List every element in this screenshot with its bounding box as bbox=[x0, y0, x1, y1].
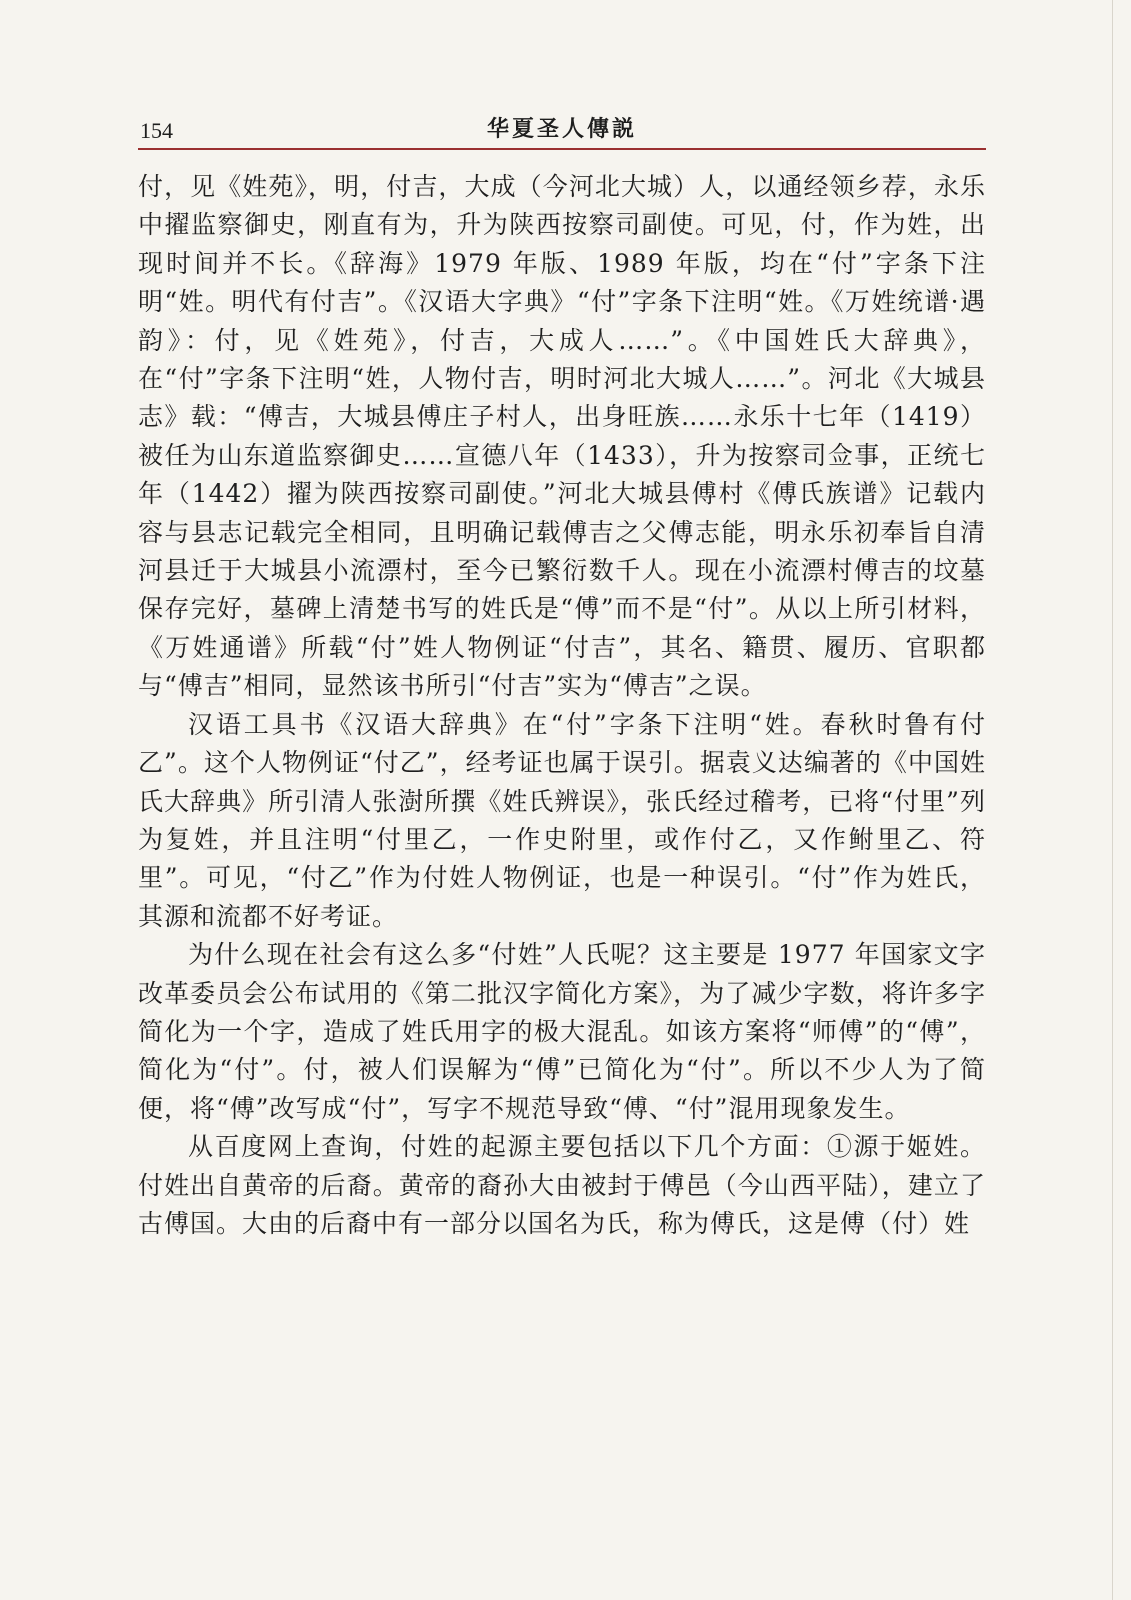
page-edge bbox=[1112, 0, 1113, 1600]
body-text bbox=[138, 168, 986, 1243]
paragraph: 为什么现在社会有这么多“付姓”人氏呢？这主要是 1977 年国家文字改革委员会公布试用的《第二批汉字简化方案》，为了减少字数，将许多字简化为一个字，造成了姓氏用字的极大混乱。如该方案将“师傅”的“傅”，简化为“付”。付，被人们误解为“傅”已简化为“付”。所以不少人为了简便，将“傅”改写成“付”，写字不规范导致“傅、“付”混用现象发生。 bbox=[138, 940, 986, 1123]
paragraph-continued: 付，见《姓苑》，明，付吉，大成（今河北大城）人，以通经领乡荐，永乐中擢监察御史，刚直有为，升为陕西按察司副使。可见，付，作为姓，出现时间并不长。《辞海》1979 年版、1989 年版，均在“付”字条下注明“姓。明代有付吉”。《汉语大字典》“付”字条下注明“姓。《万姓统谱·遇韵》：付，见《姓苑》，付吉，大成人……”。《中国姓氏大辞典》，在“付”字条下注明“姓，人物付吉，明时河北大城人……”。河北《大城县志》载：“傅吉，大城县傅庄子村人，出身旺族……永乐十七年（1419）被任为山东道监察御史……宣德八年（1433），升为按察司佥事，正统七年（1442）擢为陕西按察司副使。”河北大城县傅村《傅氏族谱》记载内容与县志记载完全相同，且明确记载傅吉之父傅志能，明永乐初奉旨自清河县迁于大城县小流漂村，至今已繁衍数千人。现在小流漂村傅吉的坟墓保存完好，墓碑上清楚书写的姓氏是“傅”而不是“付”。从以上所引材料，《万姓通谱》所载“付”姓人物例证“付吉”，其名、籍贯、履历、官职都与“傅吉”相同，显然该书所引“付吉”实为“傅吉”之误。 bbox=[138, 172, 986, 701]
header-rule bbox=[138, 148, 986, 150]
page-number: 154 bbox=[140, 118, 173, 143]
paragraph: 从百度网上查询，付姓的起源主要包括以下几个方面：①源于姬姓。付姓出自黄帝的后裔。黄帝的裔孙大由被封于傅邑（今山西平陆），建立了古傅国。大由的后裔中有一部分以国名为氏，称为傅氏，这是傅（付）姓 bbox=[138, 1132, 986, 1238]
paragraph: 汉语工具书《汉语大辞典》在“付”字条下注明“姓。春秋时鲁有付乙”。这个人物例证“付乙”，经考证也属于误引。据袁义达编著的《中国姓氏大辞典》所引清人张澍所撰《姓氏辨误》，张氏经过稽考，已将“付里”列为复姓，并且注明“付里乙，一作史附里，或作付乙，又作鲋里乙、符里”。可见，“付乙”作为付姓人物例证，也是一种误引。“付”作为姓氏，其源和流都不好考证。 bbox=[138, 709, 986, 931]
running-title: 华夏圣人傳説 bbox=[486, 117, 637, 142]
running-header bbox=[138, 104, 986, 150]
